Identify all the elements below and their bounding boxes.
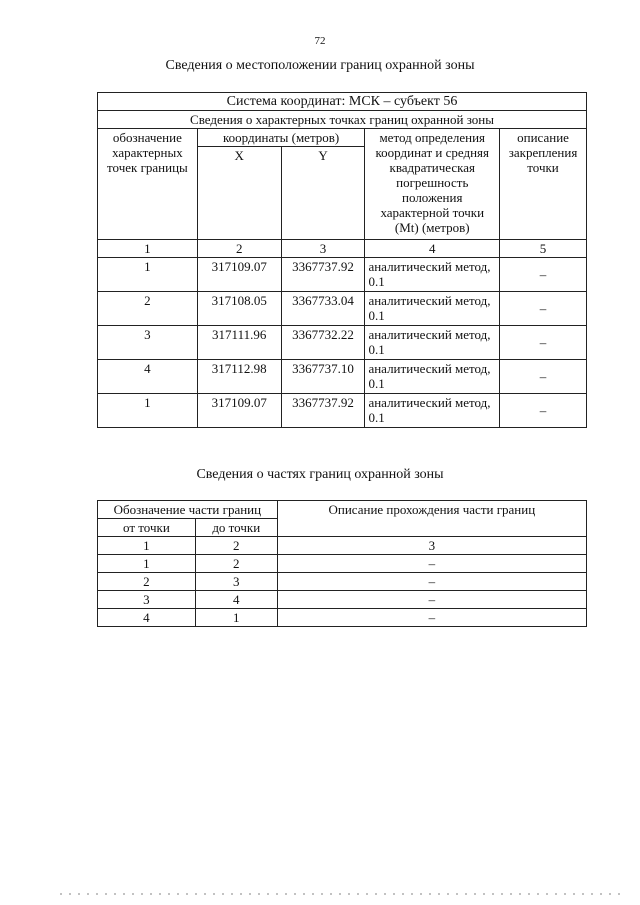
to-point: 1: [195, 609, 277, 627]
y-coordinate: 3367737.92: [281, 394, 365, 428]
method-value: аналитический метод, 0.1: [365, 360, 500, 394]
point-number: 1: [98, 394, 198, 428]
table-row: [98, 573, 587, 591]
fixing-value: –: [500, 326, 587, 360]
to-point: 4: [195, 591, 277, 609]
header-fixing-description: описание закрепления точки: [500, 129, 587, 240]
to-point: 3: [195, 573, 277, 591]
header-to-point: до точки: [195, 519, 277, 537]
x-coordinate: 317108.05: [197, 292, 281, 326]
table-row: [98, 258, 587, 292]
point-number: 3: [98, 326, 198, 360]
column-index-row: [98, 240, 587, 258]
header-coordinates: координаты (метров): [197, 129, 365, 147]
coordinate-system-row: Система координат: МСК – субъект 56: [98, 93, 587, 111]
method-value: аналитический метод, 0.1: [365, 292, 500, 326]
x-coordinate: 317109.07: [197, 394, 281, 428]
header-part-description: Описание прохождения части границ: [277, 501, 586, 537]
header-x: X: [197, 147, 281, 240]
x-coordinate: 317111.96: [197, 326, 281, 360]
header-method: метод определения координат и средняя квадратическая погрешность положения характерной точки (Mt) (метров): [365, 129, 500, 240]
x-coordinate: 317112.98: [197, 360, 281, 394]
fixing-value: –: [500, 258, 587, 292]
table-row: [98, 326, 587, 360]
column-index: 1: [98, 240, 198, 258]
header-from-point: от точки: [98, 519, 196, 537]
table-row: [98, 292, 587, 326]
table-row: [98, 555, 587, 573]
fixing-value: –: [500, 394, 587, 428]
column-index: 2: [195, 537, 277, 555]
from-point: 2: [98, 573, 196, 591]
method-value: аналитический метод, 0.1: [365, 326, 500, 360]
column-index: 1: [98, 537, 196, 555]
header-y: Y: [281, 147, 365, 240]
parts-section-title: Сведения о частях границ охранной зоны: [196, 467, 444, 482]
part-description: –: [277, 609, 586, 627]
y-coordinate: 3367732.22: [281, 326, 365, 360]
part-description: –: [277, 555, 586, 573]
fixing-value: –: [500, 292, 587, 326]
from-point: 1: [98, 555, 196, 573]
table-row: [98, 591, 587, 609]
table-row: [98, 609, 587, 627]
to-point: 2: [195, 555, 277, 573]
page-number: 72: [314, 35, 326, 47]
method-value: аналитический метод, 0.1: [365, 394, 500, 428]
from-point: 3: [98, 591, 196, 609]
document-title: Сведения о местоположении границ охранной зоны: [165, 58, 475, 73]
fixing-value: –: [500, 360, 587, 394]
column-index: 3: [281, 240, 365, 258]
part-description: –: [277, 573, 586, 591]
table-row: [98, 360, 587, 394]
boundary-parts-table: [97, 500, 587, 627]
header-point-designation: обозначение характерных точек границы: [98, 129, 198, 240]
method-value: аналитический метод, 0.1: [365, 258, 500, 292]
table-row: [98, 394, 587, 428]
column-index: 4: [365, 240, 500, 258]
y-coordinate: 3367737.92: [281, 258, 365, 292]
from-point: 4: [98, 609, 196, 627]
characteristic-points-section-row: Сведения о характерных точках границ охранной зоны: [98, 111, 587, 129]
point-number: 1: [98, 258, 198, 292]
point-number: 2: [98, 292, 198, 326]
y-coordinate: 3367733.04: [281, 292, 365, 326]
column-index-row: [98, 537, 587, 555]
column-index: 5: [500, 240, 587, 258]
y-coordinate: 3367737.10: [281, 360, 365, 394]
scan-edge-artifact: [60, 893, 620, 895]
x-coordinate: 317109.07: [197, 258, 281, 292]
point-number: 4: [98, 360, 198, 394]
column-index: 2: [197, 240, 281, 258]
part-description: –: [277, 591, 586, 609]
header-part-designation: Обозначение части границ: [98, 501, 278, 519]
coordinates-table: [97, 92, 587, 428]
column-index: 3: [277, 537, 586, 555]
